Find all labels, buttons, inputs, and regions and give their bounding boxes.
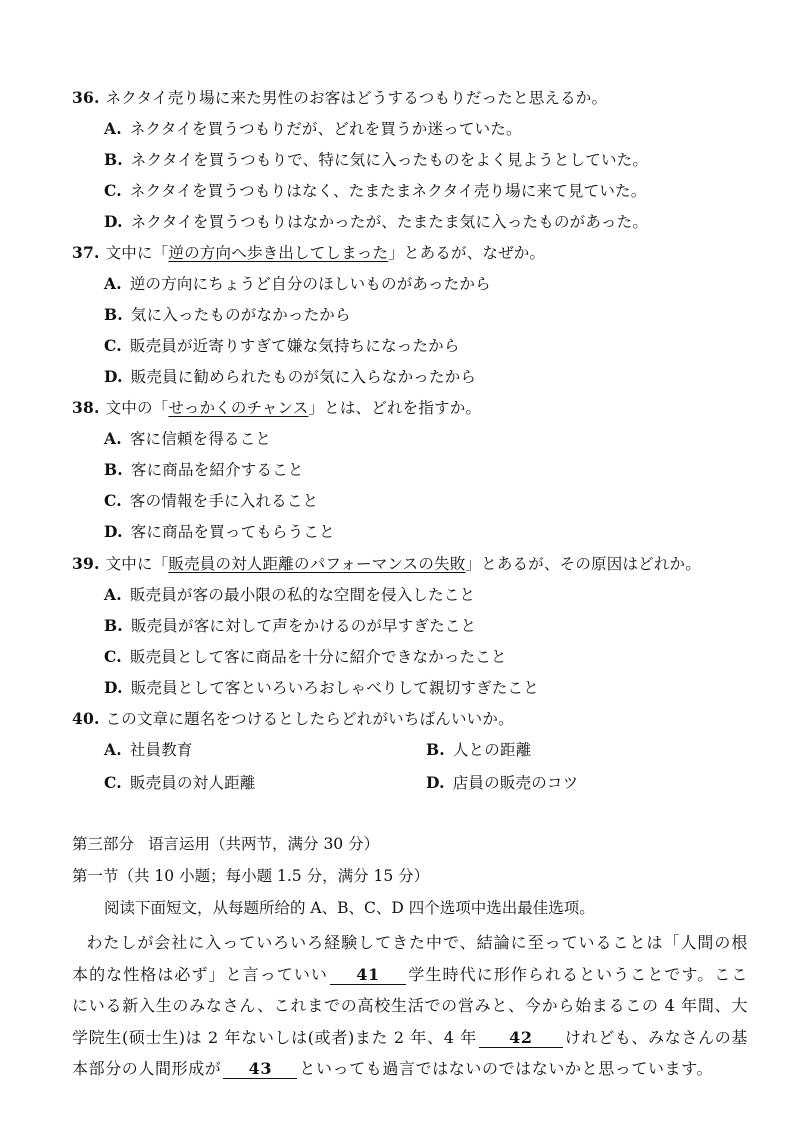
subsection-heading: 第一节（共 10 小题；每小题 1.5 分，满分 15 分） [72, 867, 430, 885]
option-letter: D. [104, 678, 123, 697]
section-instruction: 阅读下面短文，从每题所给的 A、B、C、D 四个选项中选出最佳选项。 [104, 899, 595, 917]
underlined-quote: 販売員の対人距離のパフォーマンスの失敗 [168, 555, 466, 573]
option-text: 客に商品を買ってもらうこと [130, 523, 335, 541]
q36-option-a [104, 117, 522, 139]
option-letter: D. [104, 367, 123, 386]
q39-option-d [104, 676, 539, 698]
question-40 [72, 707, 514, 729]
q40-option-c [104, 771, 255, 793]
passage-text-1: わたしが会社に入っていろいろ経験してきた中で、結論に至っていることは「人間の根本的な性格は必ず」と言っていい [72, 933, 748, 984]
part-label: 第三部分 [72, 835, 135, 853]
option-text: 逆の方向にちょうど自分のほしいものがあったから [129, 275, 491, 293]
passage-text-4: といっても過言ではないのではないかと思っています。 [299, 1059, 714, 1078]
option-letter: A. [104, 119, 122, 138]
blank-42: 42 [479, 1029, 563, 1048]
option-text: 気に入ったものがなかったから [130, 306, 351, 324]
q40-option-b [426, 738, 531, 760]
question-text: ネクタイ売り場に来た男性のお客はどうするつもりだったと思えるか。 [105, 89, 608, 107]
option-text: ネクタイを買うつもりはなく、たまたまネクタイ売り場に来て見ていた。 [129, 182, 647, 200]
q37-option-a [104, 272, 491, 294]
option-letter: D. [426, 773, 445, 792]
q38-option-c [104, 489, 318, 511]
option-letter: B. [426, 740, 445, 759]
option-letter: C. [104, 336, 122, 355]
question-text-after: 」とは、どれを指すか。 [308, 399, 482, 417]
option-text: 客の情報を手に入れること [129, 492, 319, 510]
option-letter: B. [104, 305, 123, 324]
q36-option-c [104, 179, 646, 201]
question-number: 38. [72, 398, 100, 417]
option-text: 販売員が客に対して声をかけるのが早すぎたこと [130, 617, 477, 635]
q39-option-b [104, 614, 476, 636]
q37-option-b [104, 303, 351, 325]
option-text: 客に信頼を得ること [129, 430, 272, 448]
question-text: この文章に題名をつけるとしたらどれがいちばんいいか。 [105, 710, 514, 728]
question-number: 39. [72, 554, 100, 573]
option-letter: C. [104, 491, 122, 510]
option-text: 販売員が客の最小限の私的な空間を侵入したこと [129, 586, 476, 604]
underlined-quote: せっかくのチャンス [168, 399, 309, 417]
question-text-before: 文中の「 [105, 399, 169, 417]
question-text-before: 文中に「 [105, 555, 169, 573]
option-text: 販売員が近寄りすぎて嫌な気持ちになったから [129, 337, 460, 355]
option-letter: D. [104, 522, 123, 541]
q37-option-c [104, 334, 460, 356]
question-39 [72, 552, 701, 574]
q37-option-d [104, 365, 476, 387]
question-number: 37. [72, 243, 100, 262]
option-letter: C. [104, 181, 122, 200]
q38-option-b [104, 458, 304, 480]
option-text: 社員教育 [129, 741, 193, 759]
option-letter: B. [104, 616, 123, 635]
passage-text-3: けれども、みなさんの基本部分の人間形成が [72, 1027, 748, 1078]
option-text: 販売員の対人距離 [129, 774, 256, 792]
option-text: 販売員として客といろいろおしゃべりして親切すぎたこと [130, 679, 539, 697]
option-letter: B. [104, 460, 123, 479]
q38-option-d [104, 520, 335, 542]
q36-option-b [104, 148, 648, 170]
q39-option-c [104, 645, 507, 667]
option-text: 客に商品を紹介すること [130, 461, 304, 479]
passage-text-2: 学生時代に形作られるということです。ここにいる新入生のみなさん、これまでの高校生活での営みと、今から始まるこの 4 年間、大学院生(硕士生)は 2 年ないしは(或者)また 2 年、4 年 [72, 964, 748, 1047]
question-text-after: 」とあるが、なぜか。 [388, 244, 546, 262]
option-letter: B. [104, 150, 123, 169]
cloze-passage [72, 927, 748, 1085]
question-number: 36. [72, 88, 100, 107]
q39-option-a [104, 583, 475, 605]
option-letter: A. [104, 740, 122, 759]
part-title: 语言运用（共两节，满分 30 分） [148, 835, 380, 853]
option-letter: C. [104, 647, 122, 666]
option-text: 販売員として客に商品を十分に紹介できなかったこと [129, 648, 507, 666]
option-text: ネクタイを買うつもりはなかったが、たまたま気に入ったものがあった。 [130, 213, 649, 231]
q40-option-d [426, 771, 578, 793]
question-number: 40. [72, 709, 100, 728]
q38-option-a [104, 427, 271, 449]
blank-43: 43 [223, 1060, 297, 1079]
q36-option-d [104, 210, 648, 232]
option-letter: A. [104, 585, 122, 604]
question-37 [72, 241, 545, 263]
option-text: ネクタイを買うつもりで、特に気に入ったものをよく見ようとしていた。 [130, 151, 649, 169]
q40-option-a [104, 738, 193, 760]
blank-41: 41 [330, 966, 406, 985]
question-36 [72, 86, 607, 108]
section-heading [72, 832, 379, 854]
underlined-quote: 逆の方向へ歩き出してしまった [168, 244, 389, 262]
option-letter: A. [104, 429, 122, 448]
option-text: 人との距離 [452, 741, 532, 759]
question-text-after: 」とあるが、その原因はどれか。 [465, 555, 701, 573]
option-letter: C. [104, 773, 122, 792]
option-letter: D. [104, 212, 123, 231]
option-text: 販売員に勧められたものが気に入らなかったから [130, 368, 477, 386]
question-38 [72, 396, 481, 418]
option-text: 店員の販売のコツ [452, 774, 579, 792]
question-text-before: 文中に「 [105, 244, 169, 262]
option-letter: A. [104, 274, 122, 293]
option-text: ネクタイを買うつもりだが、どれを買うか迷っていた。 [129, 120, 522, 138]
